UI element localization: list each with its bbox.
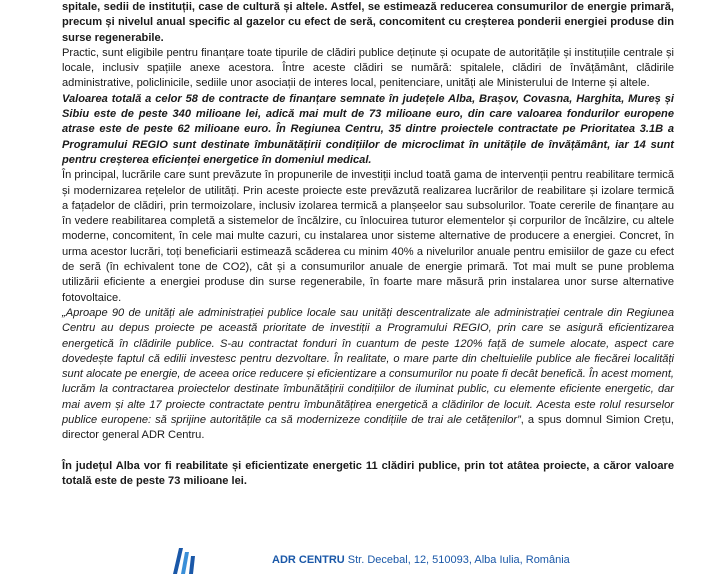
paragraph-alba-summary: În județul Alba vor fi reabilitate și eficientizate energetic 11 clădiri publice, prin tot atâtea proiecte, a căror valoare totală este de peste 73 milioane lei.	[62, 459, 674, 487]
paragraph-contract-values: Valoarea totală a celor 58 de contracte de finanțare semnate în județele Alba, Brașov, Covasna, Harghita, Mureș și Sibiu este de peste 340 milioane lei, adică mai mult de 73 milioane euro, din care valoarea fondurilor europene atrase este de peste 62 milioane euro. În Regiunea Centru, 35 dintre proiectele contractate pe Prioritatea 3.1B a Programului REGIO sunt destinate îmbunătățirii condițiilor de microclimat în unitățile de învățământ, iar 14 sunt pentru creșterea eficienței energetice în domeniul medical.	[62, 92, 674, 166]
footer-address: Str. Decebal, 12, 510093, Alba Iulia, România	[344, 554, 570, 566]
document-body	[62, 0, 674, 489]
footer-org-name: ADR CENTRU	[272, 554, 345, 566]
paragraph-eligibility: Practic, sunt eligibile pentru finanțare toate tipurile de clădiri publice deținute și ocupate de autoritățile și instituțiile centrale și locale, inclusiv spațiile anexe acestora. Între aceste clădiri se numără: spitalele, clădiri de învățământ, clădirile administrative, policlinicile, sediile unor asociații de interes local, penitenciare, unități ale Ministerului de Interne și altele.	[62, 46, 674, 90]
paragraph-quote	[62, 306, 674, 444]
paragraph-works: În principal, lucrările care sunt prevăzute în propunerile de investiții includ toată gama de intervenții pentru reabilitare termică și modernizarea rețelelor de utilități. Prin aceste proiecte este prevăzută realizarea lucrărilor de reabilitare și izolare termică a fațadelor de clădiri, prin termoizolare, inclusiv izolarea termică a planșeelor sau subsolurilor. Toate cererile de finanțare au în vedere reabilitarea completă a sistemelor de încălzire, cu înlocuirea tuturor elementelor și corpurilor de încălzire, cu altele moderne, concomitent, în cele mai multe cazuri, cu instalarea unor sisteme alternative de producere a energiei. Concret, în urma acestor lucrări, toți beneficiarii estimează scăderea cu minim 40% a nivelurilor anuale pentru emisiilor de gaze cu efect de seră (în echivalent tone de CO2), cât și a consumurilor anuale de energie primară. Tot mai mult se pune problema utilizării eficiente a energiei produse din surse regenerabile, în foarte mare măsură prin instalarea unor surse alternative fotovoltaice.	[62, 169, 674, 304]
paragraph-gap	[62, 444, 674, 459]
footer-address-line	[272, 554, 570, 566]
quote-text: „Aproape 90 de unități ale administrației publice locale sau unități descentralizate ale administrației centrale din Regiunea Centru au depus proiecte pe această prioritate de investiții a Programului REGIO, prin care se asigură eficientizarea energetică în clădirile publice. S-au contractat fonduri în cuantum de peste 120% față de sumele alocate, aspect care dovedește faptul că edilii investesc pentru dezvoltare. În realitate, o mare parte din cheltuielile publice ale fiecărei localități sunt alocate pe energie, de aceea orice reducere și eficientizare a consumurilor nu poate fi decât benefică. În acest moment, lucrăm la contractarea proiectelor destinate îmbunătățirii condițiilor de iluminat public, cu elemente eficiente energetic, dar mai avem și alte 17 proiecte contractate pentru îmbunătățirea energetică a clădirilor de locuit. Acesta este rolul resurselor publice europene: să sprijine autoritățile ca să modernizeze condițiile de trai ale cetățenilor”	[62, 306, 674, 427]
quote-attribution: , a spus domnul Simion Crețu, director general ADR Centru.	[62, 414, 674, 442]
paragraph-intro-continued: spitale, sedii de instituții, case de cultură și altele. Astfel, se estimează reducerea consumurilor de energie primară, precum și nivelul anual specific al gazelor cu efect de seră, concomitent cu creșterea ponderii energiei produse din surse regenerabile.	[62, 1, 674, 44]
footer	[165, 546, 728, 570]
